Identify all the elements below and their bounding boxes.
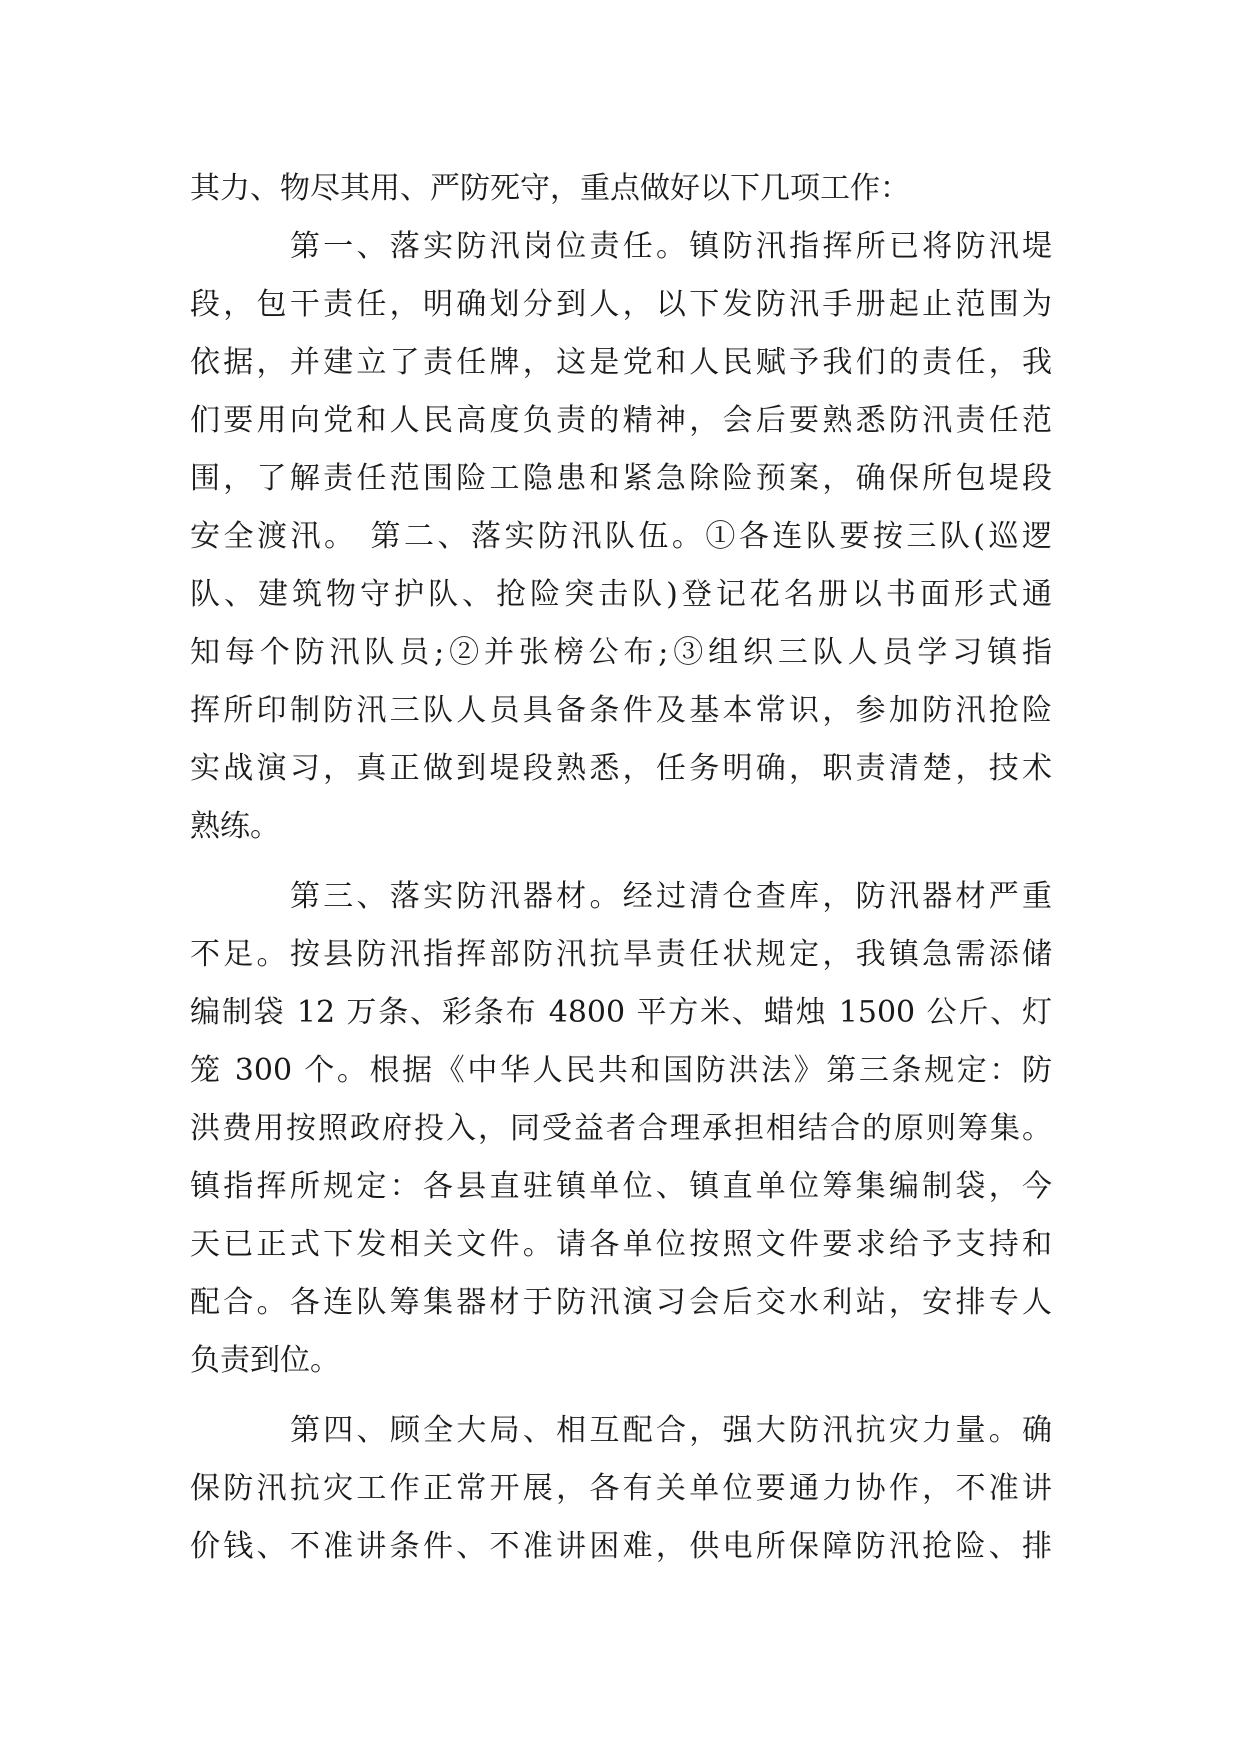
- text-line: 挥所印制防汛三队人员具备条件及基本常识，参加防汛抢险: [190, 693, 1052, 728]
- text-line: 镇指挥所规定：各县直驻镇单位、镇直单位筹集编制袋，今: [190, 1169, 1052, 1204]
- text-line: 队、建筑物守护队、抢险突击队)登记花名册以书面形式通: [190, 577, 1052, 612]
- paragraph-gap: [190, 1390, 1052, 1402]
- text-line: 负责到位。: [190, 1343, 340, 1378]
- text-line: 围，了解责任范围险工隐患和紧急除险预案，确保所包堤段: [190, 461, 1052, 496]
- text-line: 第三、落实防汛器材。经过清仓查库，防汛器材严重: [290, 879, 1052, 914]
- text-line: 实战演习，真正做到堤段熟悉，任务明确，职责清楚，技术: [190, 751, 1052, 786]
- text-line: 编制袋 12 万条、彩条布 4800 平方米、蜡烛 1500 公斤、灯: [190, 995, 1052, 1030]
- paragraph-third: [190, 868, 1052, 1390]
- text-line: 第四、顾全大局、相互配合，强大防汛抗灾力量。确: [290, 1413, 1052, 1448]
- text-line: 知每个防汛队员;②并张榜公布;③组织三队人员学习镇指: [190, 635, 1052, 670]
- text-line: 保防汛抗灾工作正常开展，各有关单位要通力协作，不准讲: [190, 1471, 1052, 1506]
- paragraph-gap: [190, 856, 1052, 868]
- text-line: 熟练。: [190, 809, 280, 844]
- text-line: 价钱、不准讲条件、不准讲困难，供电所保障防汛抢险、排: [190, 1529, 1052, 1564]
- text-line: 笼 300 个。根据《中华人民共和国防洪法》第三条规定：防: [190, 1053, 1052, 1088]
- text-line: 段，包干责任，明确划分到人，以下发防汛手册起止范围为: [190, 287, 1052, 322]
- paragraph-intro-tail: [190, 160, 1052, 218]
- text-line: 安全渡汛。 第二、落实防汛队伍。①各连队要按三队(巡逻: [190, 519, 1052, 554]
- text-line: 第一、落实防汛岗位责任。镇防汛指挥所已将防汛堤: [290, 229, 1052, 264]
- paragraph-fourth: [190, 1402, 1052, 1576]
- text-line: 配合。各连队筹集器材于防汛演习会后交水利站，安排专人: [190, 1285, 1052, 1320]
- text-line: 们要用向党和人民高度负责的精神，会后要熟悉防汛责任范: [190, 403, 1052, 438]
- text-line: 不足。按县防汛指挥部防汛抗旱责任状规定，我镇急需添储: [190, 937, 1052, 972]
- paragraph-first-second: [190, 218, 1052, 856]
- text-line: 依据，并建立了责任牌，这是党和人民赋予我们的责任，我: [190, 345, 1052, 380]
- text-line: 其力、物尽其用、严防死守，重点做好以下几项工作：: [190, 171, 910, 206]
- text-line: 洪费用按照政府投入，同受益者合理承担相结合的原则筹集。: [190, 1111, 1052, 1146]
- text-line: 天已正式下发相关文件。请各单位按照文件要求给予支持和: [190, 1227, 1052, 1262]
- document-page: [190, 160, 1052, 1576]
